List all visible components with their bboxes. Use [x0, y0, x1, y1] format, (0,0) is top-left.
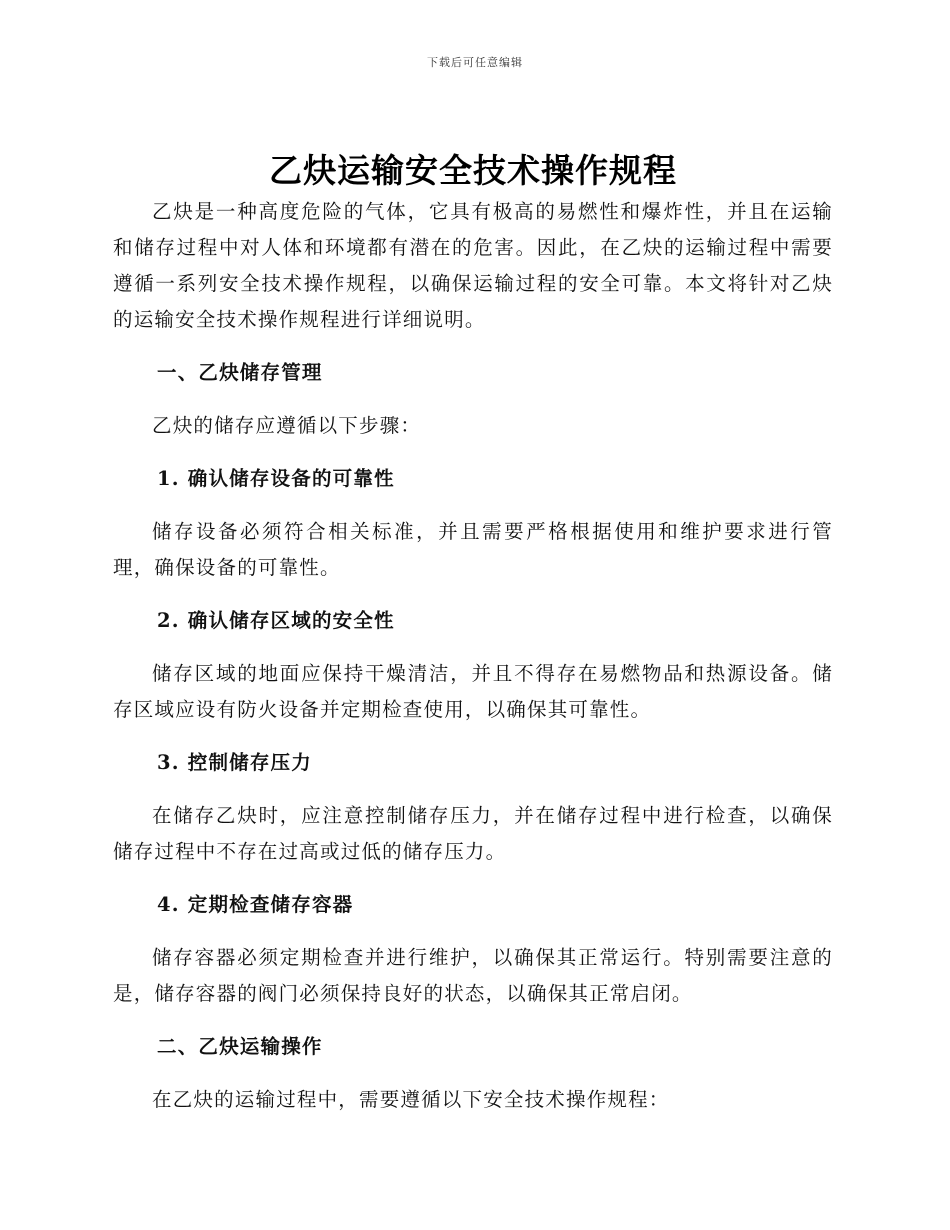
- item-text-4: 储存容器必须定期检查并进行维护，以确保其正常运行。特别需要注意的是，储存容器的阀门必须保持良好的状态，以确保其正常启闭。: [113, 946, 833, 1005]
- section-lead-transport: 在乙炔的运输过程中，需要遵循以下安全技术操作规程：: [152, 1088, 670, 1111]
- item-heading-1: 1. 确认储存设备的可靠性: [157, 467, 395, 490]
- item-text-3: 在储存乙炔时，应注意控制储存压力，并在储存过程中进行检查，以确保储存过程中不存在过高或过低的储存压力。: [113, 804, 833, 863]
- item-heading-3: 3. 控制储存压力: [157, 751, 312, 774]
- item-text-2: 储存区域的地面应保持干燥清洁，并且不得存在易燃物品和热源设备。储存区域应设有防火设备并定期检查使用，以确保其可靠性。: [113, 662, 833, 721]
- item-text-1: 储存设备必须符合相关标准，并且需要严格根据使用和维护要求进行管理，确保设备的可靠性。: [113, 520, 833, 579]
- item-heading-4: 4. 定期检查储存容器: [157, 893, 354, 916]
- document-title: 乙炔运输安全技术操作规程: [269, 151, 677, 190]
- section-heading-transport: 二、乙炔运输操作: [157, 1035, 323, 1058]
- item-heading-2: 2. 确认储存区域的安全性: [157, 609, 395, 632]
- document-body: [113, 148, 833, 1118]
- section-lead-storage: 乙炔的储存应遵循以下步骤：: [152, 414, 422, 437]
- section-heading-storage: 一、乙炔储存管理: [157, 361, 323, 384]
- intro-paragraph: 乙炔是一种高度危险的气体，它具有极高的易燃性和爆炸性，并且在运输和储存过程中对人体和环境都有潜在的危害。因此，在乙炔的运输过程中需要遵循一系列安全技术操作规程，以确保运输过程的安全可靠。本文将针对乙炔的运输安全技术操作规程进行详细说明。: [113, 200, 833, 331]
- header-note: 下载后可任意编辑: [427, 56, 523, 69]
